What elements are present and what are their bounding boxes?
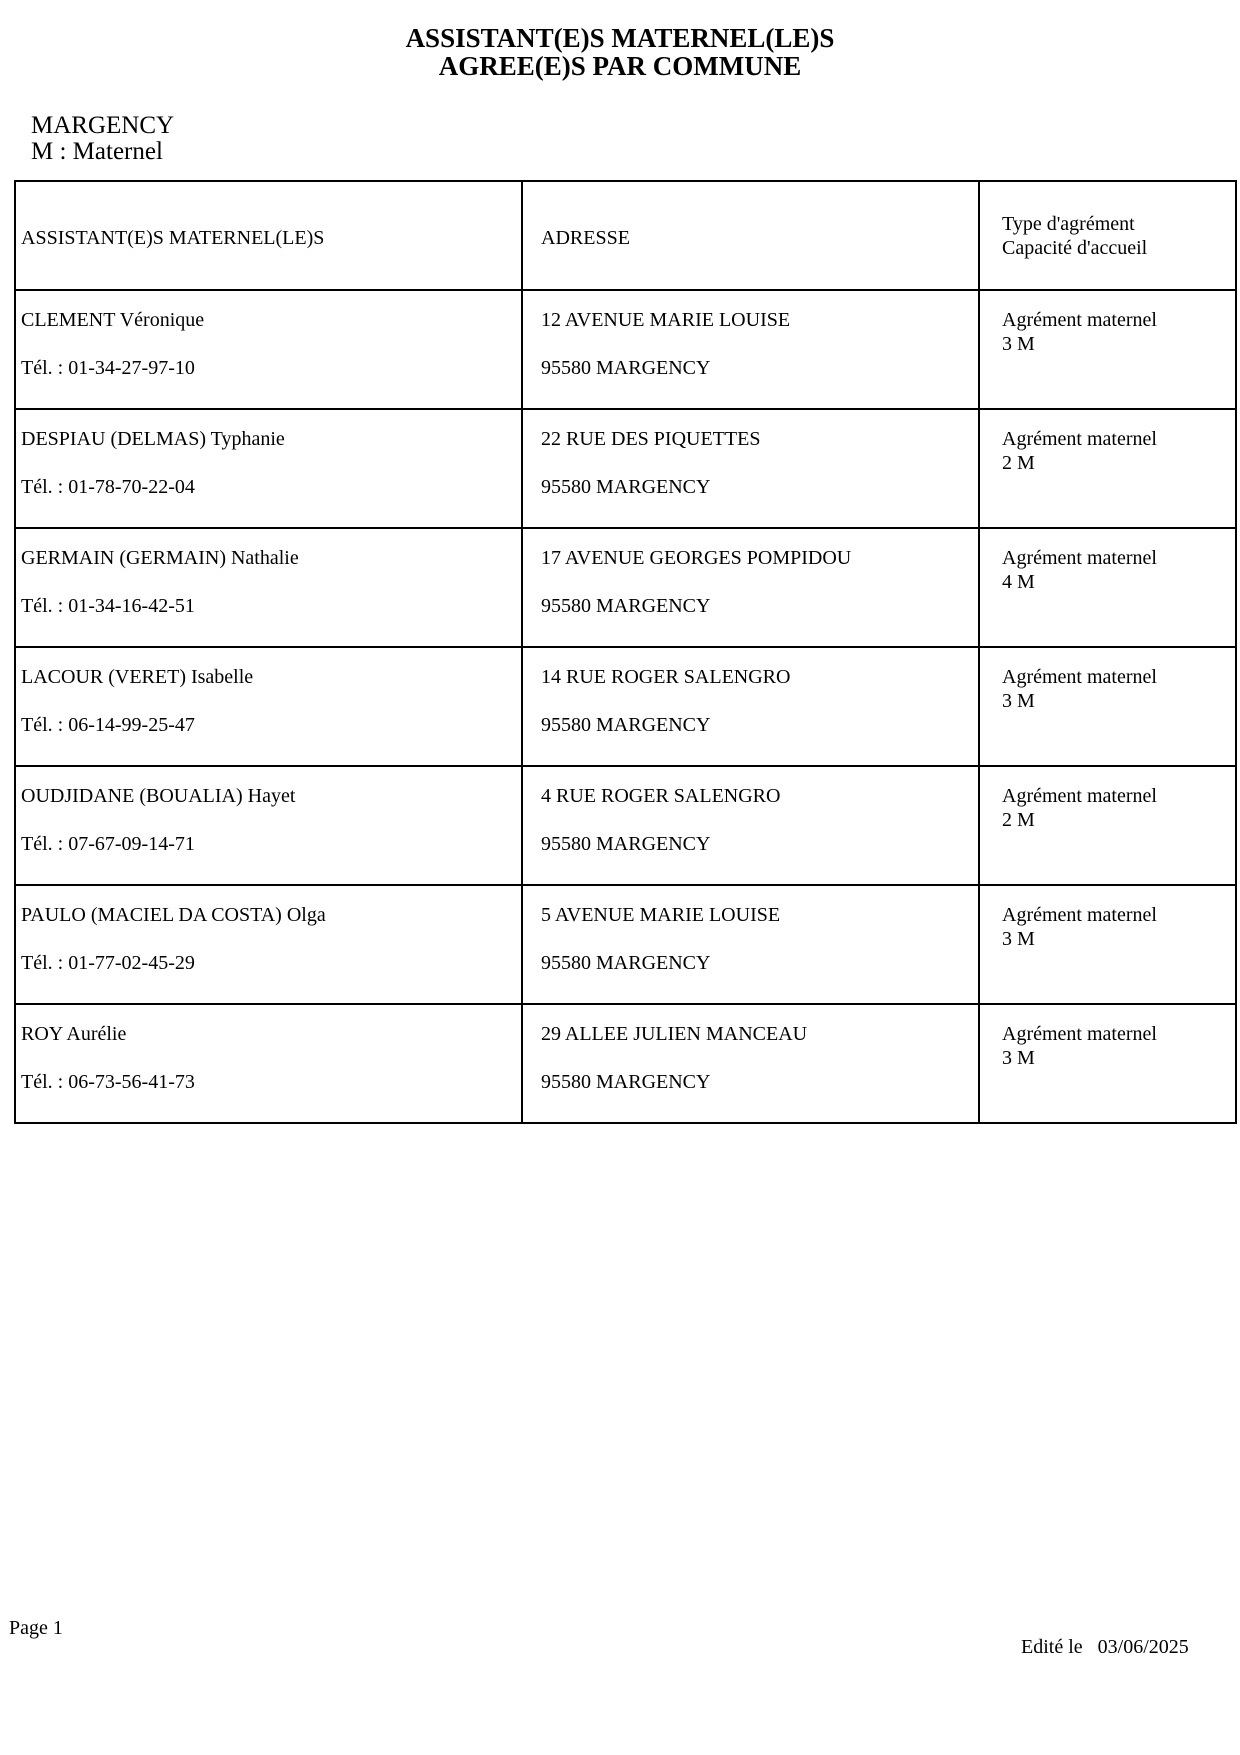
address-street: 22 RUE DES PIQUETTES xyxy=(541,428,761,450)
address-street: 29 ALLEE JULIEN MANCEAU xyxy=(541,1023,808,1045)
table-row xyxy=(15,885,1236,1004)
address-street: 4 RUE ROGER SALENGRO xyxy=(541,785,781,807)
assistant-name: PAULO (MACIEL DA COSTA) Olga xyxy=(21,904,326,926)
agreement-cell xyxy=(979,528,1236,647)
address-city: 95580 MARGENCY xyxy=(541,714,711,736)
edited-label: Edité le xyxy=(1021,1636,1083,1658)
address-street: 12 AVENUE MARIE LOUISE xyxy=(541,309,791,331)
address-street: 5 AVENUE MARIE LOUISE xyxy=(541,904,781,926)
agreement-type: Agrément maternel xyxy=(1002,904,1157,926)
address-street: 14 RUE ROGER SALENGRO xyxy=(541,666,791,688)
header-type xyxy=(979,181,1236,290)
address-city: 95580 MARGENCY xyxy=(541,357,711,379)
assistant-phone: Tél. : 06-14-99-25-47 xyxy=(21,714,195,736)
table-row xyxy=(15,1004,1236,1123)
assistant-name: CLEMENT Véronique xyxy=(21,309,205,331)
assistant-name: DESPIAU (DELMAS) Typhanie xyxy=(21,428,285,450)
agreement-capacity: 2 M xyxy=(1002,809,1035,831)
address-city: 95580 MARGENCY xyxy=(541,833,711,855)
address-cell xyxy=(522,528,979,647)
address-city: 95580 MARGENCY xyxy=(541,1071,711,1093)
assistant-phone: Tél. : 01-78-70-22-04 xyxy=(21,476,195,498)
assistant-cell xyxy=(15,290,522,409)
assistant-cell xyxy=(15,1004,522,1123)
address-city: 95580 MARGENCY xyxy=(541,476,711,498)
agreement-capacity: 4 M xyxy=(1002,571,1035,593)
agreement-cell xyxy=(979,290,1236,409)
header-type-label: Type d'agrément xyxy=(1002,212,1135,235)
assistant-phone: Tél. : 01-34-16-42-51 xyxy=(21,595,195,617)
commune-name: MARGENCY xyxy=(31,112,175,139)
agreement-type: Agrément maternel xyxy=(1002,309,1157,331)
address-cell xyxy=(522,1004,979,1123)
header-adresse: ADRESSE xyxy=(522,181,979,290)
table-body xyxy=(15,290,1236,1123)
table-row xyxy=(15,290,1236,409)
address-cell xyxy=(522,647,979,766)
agreement-cell xyxy=(979,409,1236,528)
assistant-phone: Tél. : 01-34-27-97-10 xyxy=(21,357,195,379)
document-title xyxy=(0,24,1240,80)
assistant-phone: Tél. : 06-73-56-41-73 xyxy=(21,1071,195,1093)
header-assistant: ASSISTANT(E)S MATERNEL(LE)S xyxy=(15,181,522,290)
agreement-cell xyxy=(979,766,1236,885)
table-row xyxy=(15,528,1236,647)
address-city: 95580 MARGENCY xyxy=(541,595,711,617)
agreement-type: Agrément maternel xyxy=(1002,428,1157,450)
address-cell xyxy=(522,409,979,528)
assistant-phone: Tél. : 07-67-09-14-71 xyxy=(21,833,195,855)
assistant-name: ROY Aurélie xyxy=(21,1023,127,1045)
agreement-cell xyxy=(979,1004,1236,1123)
assistant-cell xyxy=(15,409,522,528)
agreement-type: Agrément maternel xyxy=(1002,547,1157,569)
title-line-2: AGREE(E)S PAR COMMUNE xyxy=(438,51,802,81)
agreement-capacity: 3 M xyxy=(1002,333,1035,355)
header-capacity-label: Capacité d'accueil xyxy=(1002,236,1148,259)
table-header-row xyxy=(15,181,1236,290)
agreement-cell xyxy=(979,885,1236,1004)
assistant-name: OUDJIDANE (BOUALIA) Hayet xyxy=(21,785,296,807)
assistant-name: LACOUR (VERET) Isabelle xyxy=(21,666,254,688)
address-city: 95580 MARGENCY xyxy=(541,952,711,974)
assistant-cell xyxy=(15,528,522,647)
agreement-capacity: 2 M xyxy=(1002,452,1035,474)
edited-date xyxy=(1021,1636,1189,1659)
agreement-capacity: 3 M xyxy=(1002,928,1035,950)
title-line-1: ASSISTANT(E)S MATERNEL(LE)S xyxy=(405,23,835,53)
page-number: Page 1 xyxy=(9,1617,63,1639)
agreement-type: Agrément maternel xyxy=(1002,785,1157,807)
agreement-cell xyxy=(979,647,1236,766)
agreement-type: Agrément maternel xyxy=(1002,666,1157,688)
table-row xyxy=(15,409,1236,528)
address-cell xyxy=(522,290,979,409)
address-cell xyxy=(522,885,979,1004)
assistants-table xyxy=(14,180,1237,1124)
table-row xyxy=(15,766,1236,885)
address-cell xyxy=(522,766,979,885)
assistant-cell xyxy=(15,766,522,885)
agreement-capacity: 3 M xyxy=(1002,1047,1035,1069)
assistant-cell xyxy=(15,647,522,766)
address-street: 17 AVENUE GEORGES POMPIDOU xyxy=(541,547,852,569)
assistant-cell xyxy=(15,885,522,1004)
assistant-phone: Tél. : 01-77-02-45-29 xyxy=(21,952,195,974)
legend: M : Maternel xyxy=(31,138,163,165)
edited-date-value: 03/06/2025 xyxy=(1097,1636,1189,1658)
agreement-capacity: 3 M xyxy=(1002,690,1035,712)
agreement-type: Agrément maternel xyxy=(1002,1023,1157,1045)
assistant-name: GERMAIN (GERMAIN) Nathalie xyxy=(21,547,299,569)
table-row xyxy=(15,647,1236,766)
